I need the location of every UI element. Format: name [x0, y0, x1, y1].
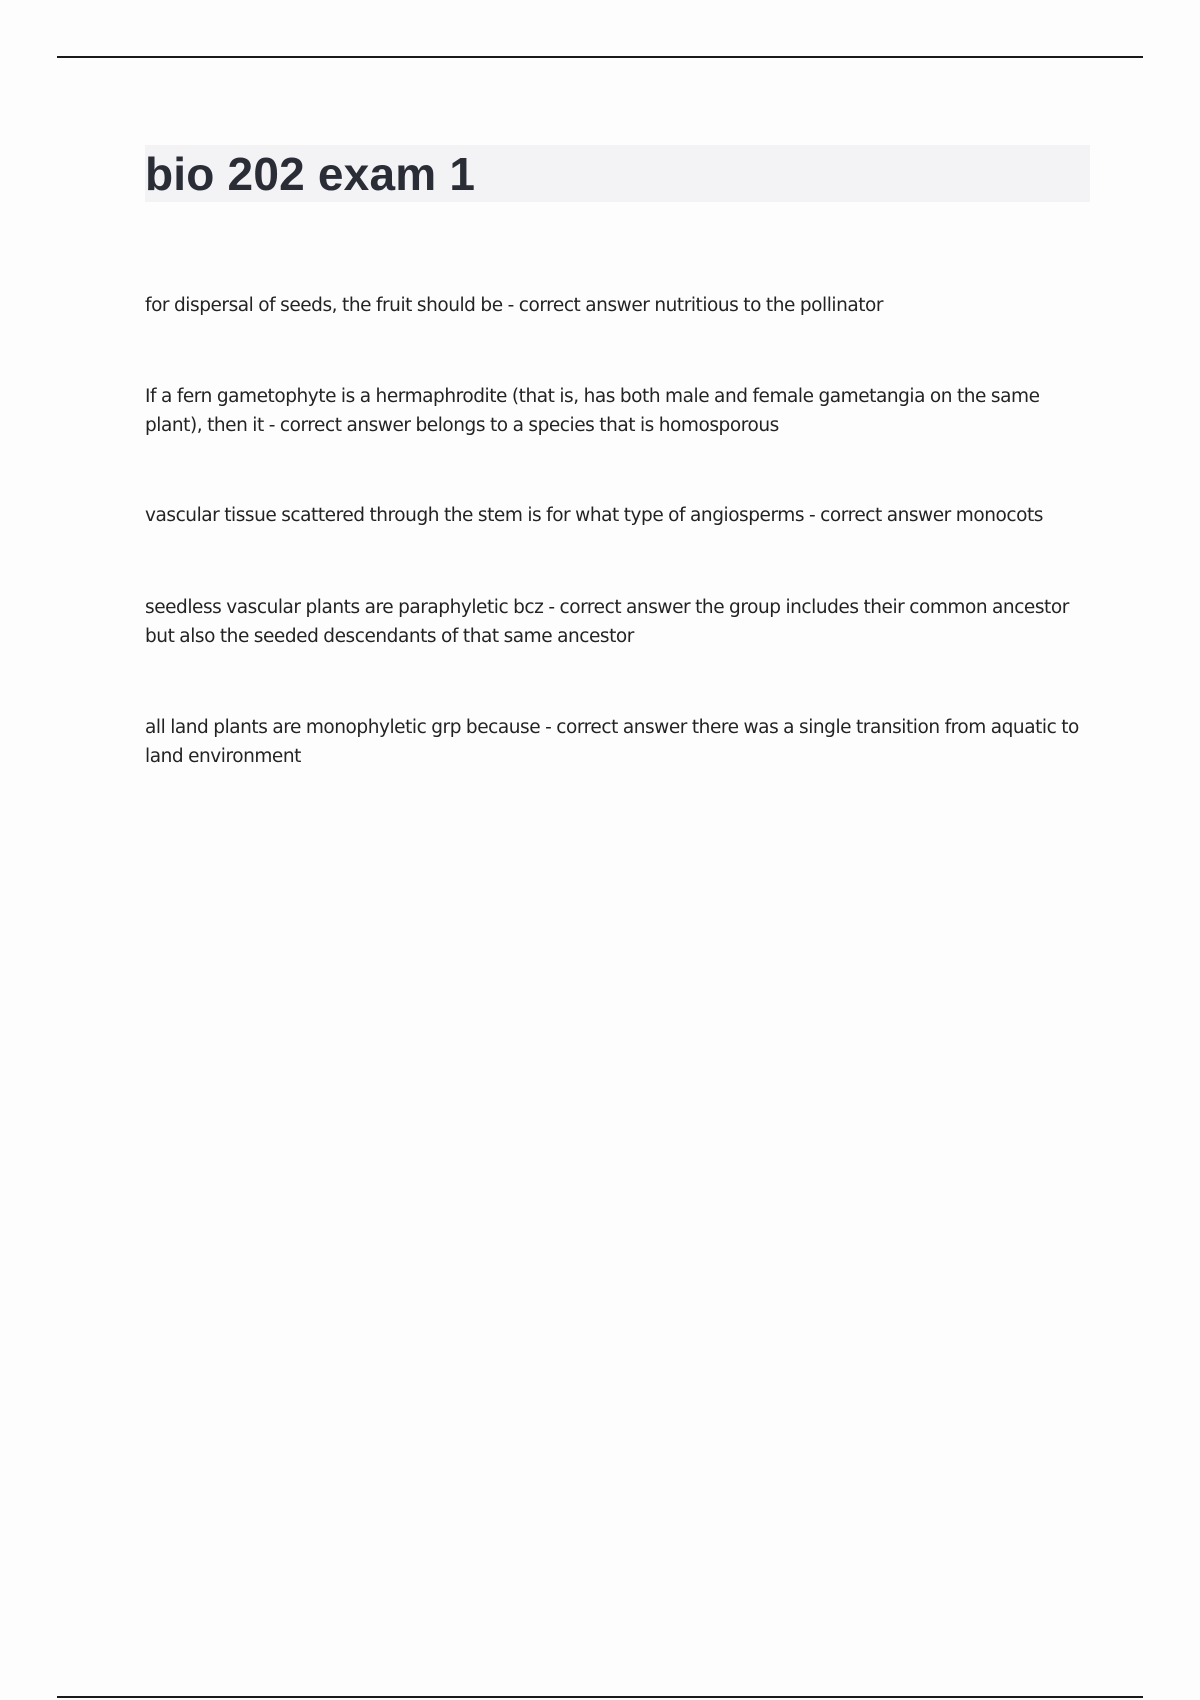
answer-text: the group includes their common ancestor but also the seeded descendants of that same ancestor — [145, 597, 1069, 647]
question-text: If a fern gametophyte is a hermaphrodite (that is, has both male and female gametangia on the same plant), then it — [145, 386, 1040, 436]
answer-separator: - correct answer — [540, 717, 692, 738]
answer-separator: - correct answer — [543, 597, 696, 618]
qa-entry-1 — [145, 292, 1090, 321]
document-title: bio 202 exam 1 — [145, 148, 476, 200]
question-text: vascular tissue scattered through the stem is for what type of angiosperms — [145, 505, 805, 526]
qa-entry-5 — [145, 714, 1090, 771]
question-text: seedless vascular plants are paraphyletic bcz — [145, 597, 544, 618]
qa-entry-2 — [145, 383, 1090, 440]
answer-separator: - correct answer — [263, 414, 416, 436]
top-rule — [57, 56, 1143, 58]
qa-entry-4 — [145, 594, 1090, 651]
answer-text: nutritious to the pollinator — [654, 295, 884, 316]
answer-text: there was a single transition from aquatic to land environment — [145, 717, 1079, 767]
answer-text: monocots — [955, 505, 1043, 526]
answer-separator: - correct answer — [804, 505, 956, 526]
answer-separator: - correct answer — [502, 295, 655, 316]
question-text: for dispersal of seeds, the fruit should be — [145, 295, 503, 316]
answer-text: belongs to a species that is homosporous — [415, 414, 779, 436]
bottom-rule — [57, 1696, 1143, 1698]
qa-entry-3 — [145, 502, 1090, 531]
question-text: all land plants are monophyletic grp because — [145, 717, 541, 738]
